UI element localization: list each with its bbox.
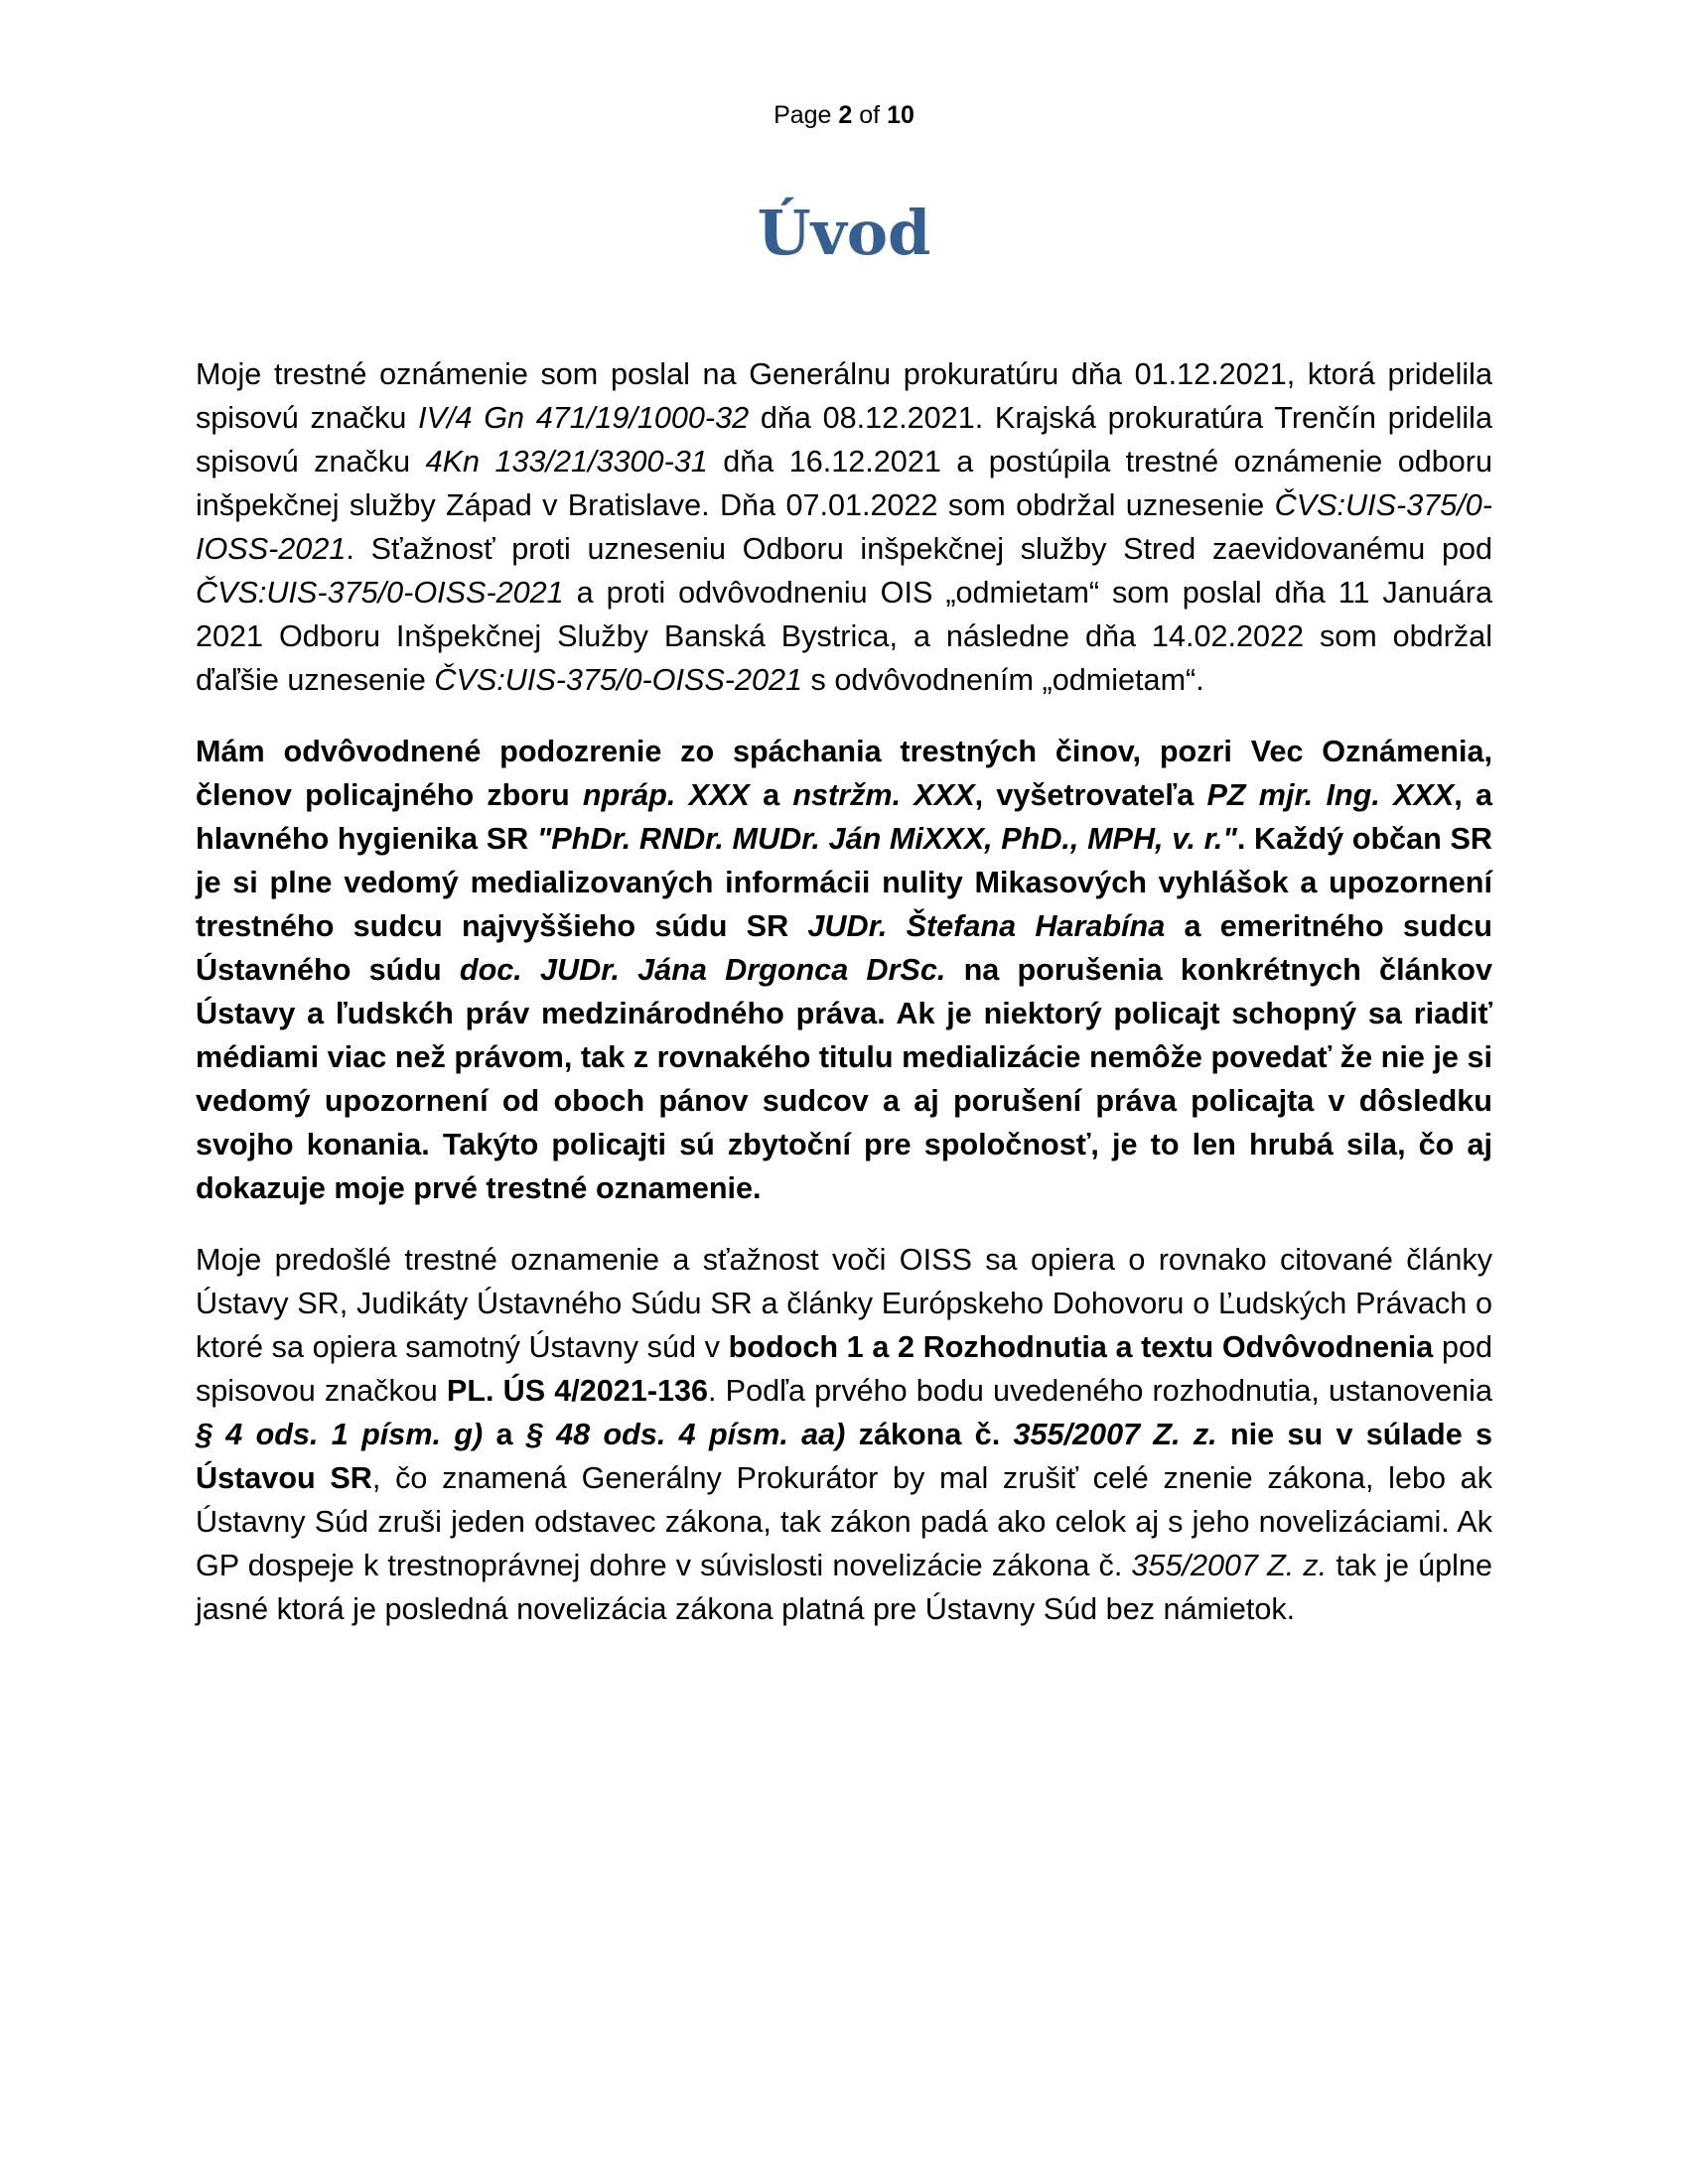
case-reference: ČVS:UIS-375/0-OISS-2021 <box>434 663 803 697</box>
bold-run: Mám odvôvodnené podozrenie zo spáchania trestných činov, pozri Vec Oznámenia, členov policajného zboru <box>196 735 1492 812</box>
bold-run: nie su v súlade s Ústavou SR <box>196 1418 1493 1495</box>
law-section: § 4 ods. 1 písm. g) <box>196 1418 484 1451</box>
text-run: s odvôvodnením „odmietam“. <box>802 663 1204 697</box>
paragraph-constitution <box>196 1238 1492 1631</box>
page-label: Page <box>774 101 832 129</box>
text-run: Moje predošlé trestné oznamenie a sťažnost voči OISS sa opiera o rovnako citované články Ústavy SR, Judikáty Ústavného Súdu SR a články Európskeho Dohovoru o Ľudských Právach o ktoré sa opiera samotný Ústavny súd v <box>196 1243 1492 1364</box>
bold-run: zákona č. <box>845 1418 1014 1451</box>
case-reference: ČVS:UIS-375/0-IOSS-2021 <box>196 488 1492 566</box>
law-number: 355/2007 Z. z. <box>1013 1418 1217 1451</box>
bold-italic-run <box>1206 778 1454 812</box>
bold-run: a emeritného sudcu Ústavného súdu <box>196 909 1492 987</box>
person-name: npráp. XXX <box>582 778 750 812</box>
person-name: doc. JUDr. Jána Drgonca DrSc. <box>459 953 946 987</box>
case-reference: ČVS:UIS-375/0-OISS-2021 <box>196 576 564 610</box>
text-run: tak je úplne jasné ktorá je posledná novelizácia zákona platná pre Ústavny Súd bez námietok. <box>196 1549 1492 1626</box>
law-number: 355/2007 Z. z. <box>1131 1549 1328 1582</box>
bold-run: , vyšetrovateľa <box>974 778 1207 812</box>
text-run: Moje trestné oznámenie som poslal na Generálnu prokuratúru dňa 01.12.2021, ktorá pridelila spisovú značku <box>196 357 1492 435</box>
bold-italic-run <box>460 953 945 987</box>
text-run: pod spisovou značkou <box>196 1330 1493 1408</box>
law-section: § 48 ods. 4 písm. aa) <box>525 1418 846 1451</box>
bold-italic-run <box>792 778 974 812</box>
bold-italic-run <box>526 1418 846 1451</box>
bold-italic-run <box>196 1418 483 1451</box>
case-reference: IV/4 Gn 471/19/1000-32 <box>418 401 750 435</box>
bold-run: . Každý občan SR je si plne vedomý medializovaných informácii nulity Mikasových vyhlášok a upozornení trestného sudcu najvyššieho súdu SR <box>196 822 1493 943</box>
bold-italic-run <box>807 909 1165 943</box>
bold-run: bodoch 1 a 2 Rozhodnutia a textu Odvôvodnenia <box>728 1330 1434 1364</box>
paragraph-intro <box>196 352 1492 702</box>
bold-run: a <box>749 778 793 812</box>
text-run: dňa 08.12.2021. Krajská prokuratúra Trenčín pridelila spisovú značku <box>196 401 1492 478</box>
total-pages: 10 <box>887 101 914 129</box>
bold-italic-run <box>537 822 1237 856</box>
text-run: . Sťažnosť proti uzneseniu Odboru inšpekčnej služby Stred zaevidovanému pod <box>346 532 1492 566</box>
person-name: "PhDr. RNDr. MUDr. Ján MiXXX, PhD., MPH, v. r." <box>536 822 1237 856</box>
bold-italic-run <box>583 778 750 812</box>
person-name: JUDr. Štefana Harabína <box>807 909 1166 943</box>
person-name: PZ mjr. Ing. XXX <box>1206 778 1455 812</box>
bold-run: na porušenia konkrétnych článkov Ústavy a ľudskćh práv medzinárodného práva. Ak je niektorý policajt schopný sa riadiť médiami viac než právom, tak z rovnakého titulu medializácie nemôže povedať že nie je si vedomý upozornení od oboch pánov sudcov a aj porušení práva policajta v dôsledku svojho konania. Takýto policajti sú zbytoční pre spoločnosť, je to len hrubá sila, čo aj dokazuje moje prvé trestné oznamenie. <box>196 953 1492 1205</box>
bold-run: a <box>483 1418 526 1451</box>
page-header <box>0 101 1688 130</box>
person-name: nstržm. XXX <box>792 778 975 812</box>
paragraph-suspicion <box>196 730 1492 1210</box>
bold-italic-run <box>1014 1418 1217 1451</box>
page-number: 2 <box>838 101 853 129</box>
text-run: . Podľa prvého bodu uvedeného rozhodnutia, ustanovenia <box>708 1374 1492 1408</box>
document-title: Úvod <box>757 197 931 269</box>
text-run: a proti odvôvodneniu OIS „odmietam“ som poslal dňa 11 Januára 2021 Odboru Inšpekčnej Služby Banská Bystrica, a následne dňa 14.02.2022 som obdržal ďaľšie uznesenie <box>196 576 1492 697</box>
text-run: dňa 16.12.2021 a postúpila trestné oznámenie odboru inšpekčnej služby Západ v Bratislave. Dňa 07.01.2022 som obdržal uznesenie <box>196 445 1492 522</box>
text-run: , čo znamená Generálny Prokurátor by mal zrušiť celé znenie zákona, lebo ak Ústavny Súd zruši jeden odstavec zákona, tak zákon padá ako celok aj s jeho novelizáciami. Ak GP dospeje k trestnoprávnej dohre v súvislosti novelizácie zákona č. <box>196 1461 1492 1582</box>
of-label: of <box>859 101 881 129</box>
case-reference: 4Kn 133/21/3300-31 <box>425 445 708 478</box>
bold-run: , a hlavného hygienika SR <box>196 778 1493 856</box>
document-body <box>196 352 1492 1659</box>
case-number: PL. ÚS 4/2021-136 <box>446 1374 709 1408</box>
